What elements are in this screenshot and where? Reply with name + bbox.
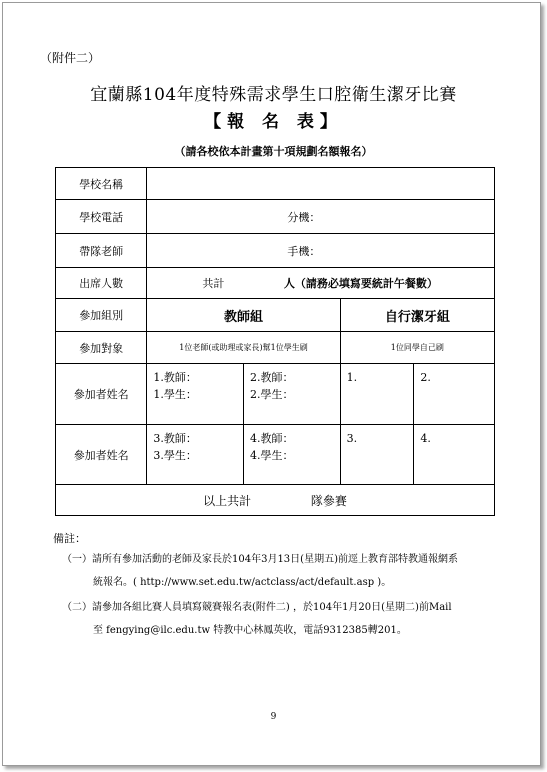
participant-3-student: 3.學生： bbox=[153, 449, 197, 462]
self-2-label: 2. bbox=[420, 371, 431, 384]
document-title: 宜蘭縣104年度特殊需求學生口腔衛生潔牙比賽 bbox=[90, 85, 457, 105]
participant-4-student: 4.學生： bbox=[250, 449, 294, 462]
group-label: 參加組別 bbox=[56, 299, 147, 332]
self-4-cell[interactable] bbox=[414, 425, 495, 485]
total-teams-field[interactable] bbox=[56, 485, 495, 516]
participant-3-cell[interactable] bbox=[147, 425, 244, 485]
target-teacher: 1位老師(或助理或家長)幫1位學生刷 bbox=[147, 332, 340, 364]
leader-field[interactable] bbox=[147, 234, 495, 268]
participant-2-teacher: 2.教師： bbox=[250, 371, 294, 384]
page-number: 9 bbox=[270, 712, 277, 722]
participant-4-cell[interactable] bbox=[244, 425, 341, 485]
mobile-label: 手機： bbox=[287, 244, 321, 258]
school-phone-field[interactable] bbox=[147, 200, 495, 234]
row-leader bbox=[56, 234, 495, 268]
self-3-label: 3. bbox=[346, 432, 358, 445]
remark-1-line-2: 統報名。( http://www.set.edu.tw/actclass/act/default.asp )。 bbox=[93, 577, 392, 588]
remark-2-line-2: 至 fengying@ilc.edu.tw 特教中心林鳳英收，電話9312385轉201。 bbox=[93, 625, 407, 636]
attendance-field[interactable] bbox=[147, 268, 495, 299]
participant-1-cell[interactable] bbox=[147, 364, 244, 425]
participant-4-teacher: 4.教師： bbox=[250, 432, 294, 445]
self-1-cell[interactable] bbox=[340, 364, 414, 425]
row-participants-1 bbox=[56, 364, 495, 425]
extension-label: 分機： bbox=[287, 210, 321, 224]
row-school-name bbox=[56, 168, 495, 200]
participant-1-teacher: 1.教師： bbox=[153, 371, 197, 384]
self-3-cell[interactable] bbox=[340, 425, 414, 485]
row-target bbox=[56, 332, 495, 364]
self-4-label: 4. bbox=[420, 432, 431, 445]
instruction-note: （請各校依本計畫第十項規劃名額報名） bbox=[174, 145, 373, 158]
target-label: 參加對象 bbox=[56, 332, 147, 364]
row-participants-2 bbox=[56, 425, 495, 485]
row-attendance bbox=[56, 268, 495, 299]
group-self: 自行潔牙組 bbox=[340, 299, 494, 332]
participants-label-1: 參加者姓名 bbox=[56, 364, 147, 425]
persons-label: 人（請務必填寫要統計午餐數） bbox=[283, 277, 438, 290]
participant-2-student: 2.學生： bbox=[250, 388, 294, 401]
school-name-field[interactable] bbox=[147, 168, 495, 200]
form-subtitle: 【報 名 表】 bbox=[204, 112, 343, 132]
attendance-label: 出席人數 bbox=[56, 268, 147, 299]
school-name-label: 學校名稱 bbox=[56, 168, 147, 200]
target-self: 1位同學自己刷 bbox=[340, 332, 494, 364]
self-1-label: 1. bbox=[346, 371, 358, 384]
remarks-heading: 備註： bbox=[53, 532, 86, 545]
participant-2-cell[interactable] bbox=[244, 364, 341, 425]
school-phone-label: 學校電話 bbox=[56, 200, 147, 234]
participants-label-2: 參加者姓名 bbox=[56, 425, 147, 485]
row-total-teams bbox=[56, 485, 495, 516]
total-label: 共計 bbox=[202, 277, 225, 290]
row-group bbox=[56, 299, 495, 332]
registration-form-table bbox=[55, 167, 495, 516]
remark-2-line-1: （二）請參加各組比賽人員填寫競賽報名表(附件二) ，於104年1月20日(星期二)前Mail bbox=[62, 602, 452, 613]
remark-1-line-1: （一）請所有參加活動的老師及家長於104年3月13日(星期五)前逕上教育部特教通報網系 bbox=[62, 554, 458, 565]
total-teams-prefix: 以上共計 bbox=[203, 493, 252, 508]
total-teams-suffix: 隊參賽 bbox=[310, 493, 347, 508]
attachment-label: （附件二） bbox=[40, 51, 101, 65]
row-school-phone bbox=[56, 200, 495, 234]
group-teacher: 教師組 bbox=[147, 299, 340, 332]
leader-label: 帶隊老師 bbox=[56, 234, 147, 268]
participant-3-teacher: 3.教師： bbox=[153, 432, 197, 445]
self-2-cell[interactable] bbox=[414, 364, 495, 425]
participant-1-student: 1.學生： bbox=[153, 388, 197, 401]
